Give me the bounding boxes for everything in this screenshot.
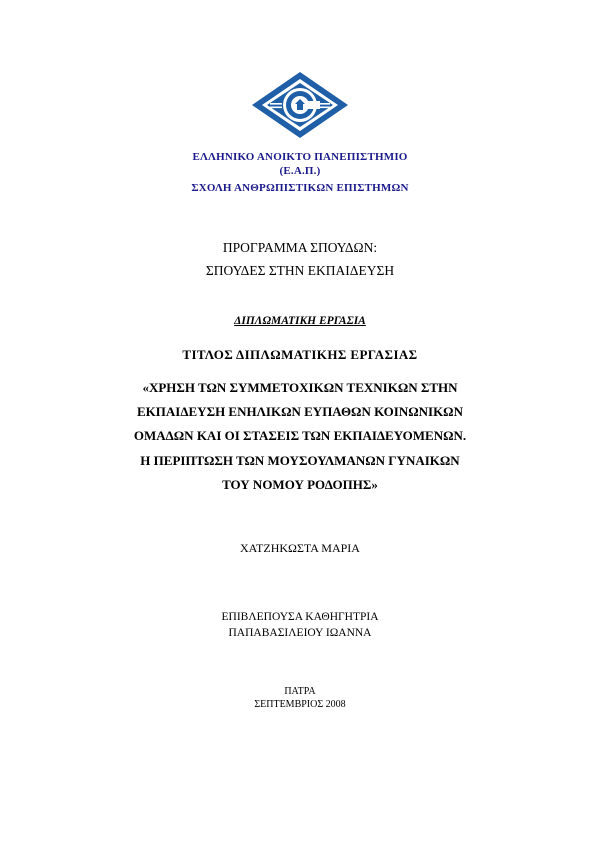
thesis-title-line: ΤΟΥ ΝΟΜΟΥ ΡΟΔΟΠΗΣ» (222, 477, 378, 492)
school-name: ΣΧΟΛΗ ΑΝΘΡΩΠΙΣΤΙΚΩΝ ΕΠΙΣΤΗΜΩΝ (191, 182, 409, 194)
university-abbreviation: (Ε.Α.Π.) (279, 165, 321, 177)
program-label: ΠΡΟΓΡΑΜΜΑ ΣΠΟΥΔΩΝ: (222, 240, 378, 255)
place: ΠΑΤΡΑ (284, 686, 316, 697)
thesis-title-line: Η ΠΕΡΙΠΤΩΣΗ ΤΩΝ ΜΟΥΣΟΥΛΜΑΝΩΝ ΓΥΝΑΙΚΩΝ (140, 453, 460, 468)
university-logo-icon (250, 70, 350, 140)
program-name: ΣΠΟΥΔΕΣ ΣΤΗΝ ΕΚΠΑΙΔΕΥΣΗ (205, 263, 395, 278)
thesis-title-line: ΕΚΠΑΙΔΕΥΣΗ ΕΝΗΛΙΚΩΝ ΕΥΠΑΘΩΝ ΚΟΙΝΩΝΙΚΩΝ (137, 404, 463, 419)
title-label: ΤΙΤΛΟΣ ΔΙΠΛΩΜΑΤΙΚΗΣ ΕΡΓΑΣΙΑΣ (182, 347, 418, 362)
university-name: ΕΛΛΗΝΙΚΟ ΑΝΟΙΚΤΟ ΠΑΝΕΠΙΣΤΗΜΙΟ (192, 151, 408, 163)
thesis-title-line: «ΧΡΗΣΗ ΤΩΝ ΣΥΜΜΕΤΟΧΙΚΩΝ ΤΕΧΝΙΚΩΝ ΣΤΗΝ (142, 380, 458, 395)
thesis-title-line: ΟΜΑΔΩΝ ΚΑΙ ΟΙ ΣΤΑΣΕΙΣ ΤΩΝ ΕΚΠΑΙΔΕΥΟΜΕΝΩΝ. (133, 428, 467, 443)
author-name: ΧΑΤΖΗΚΩΣΤΑ ΜΑΡΙΑ (240, 541, 360, 555)
supervisor-name: ΠΑΠΑΒΑΣΙΛΕΙΟΥ ΙΩΑΝΝΑ (228, 627, 372, 639)
date: ΣΕΠΤΕΜΒΡΙΟΣ 2008 (254, 699, 346, 710)
supervisor-role: ΕΠΙΒΛΕΠΟΥΣΑ ΚΑΘΗΓΗΤΡΙΑ (221, 611, 379, 623)
thesis-label: ΔΙΠΛΩΜΑΤΙΚΗ ΕΡΓΑΣΙΑ (234, 315, 366, 327)
